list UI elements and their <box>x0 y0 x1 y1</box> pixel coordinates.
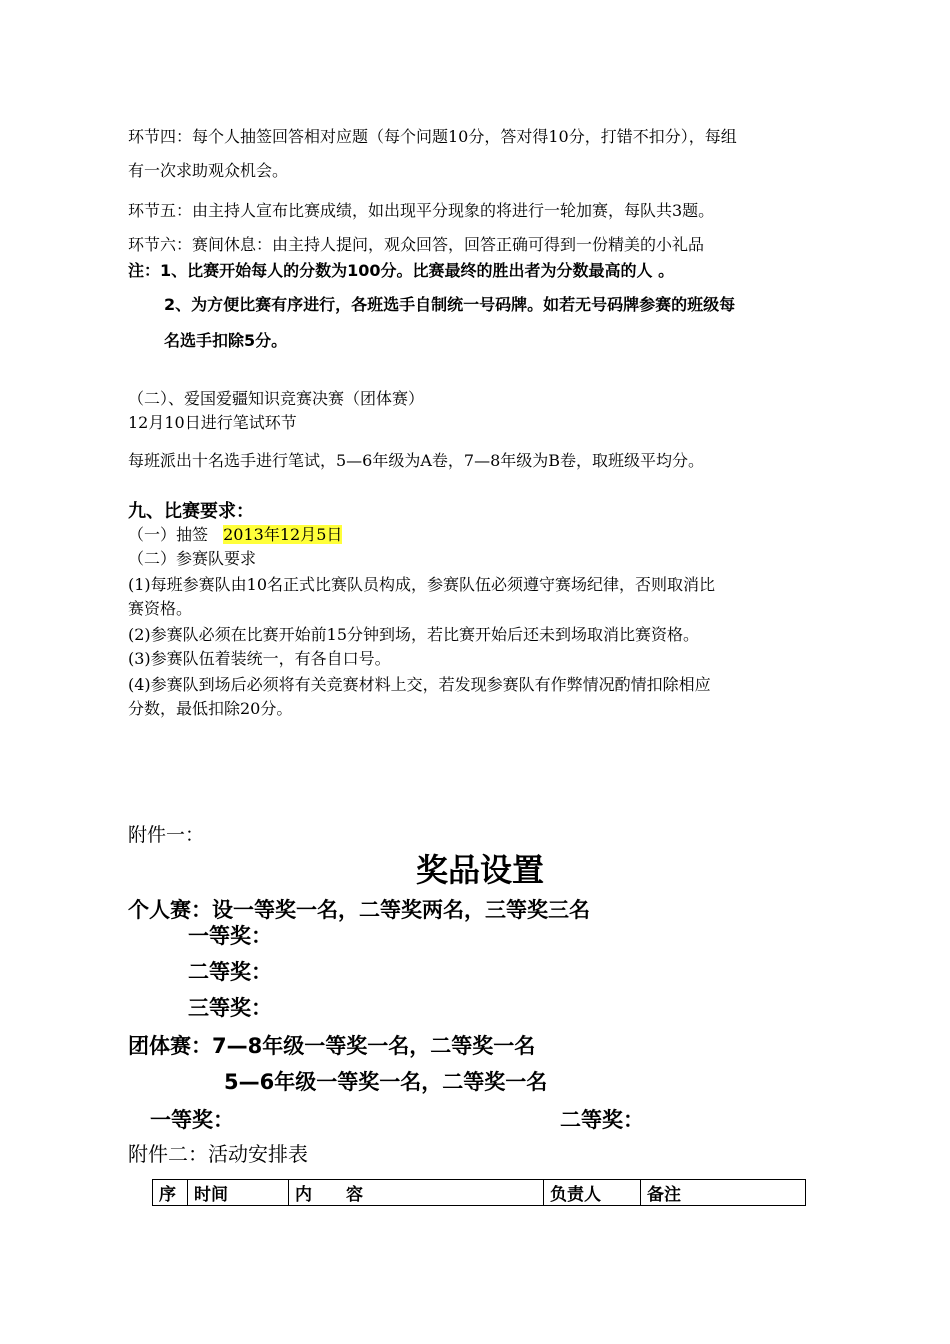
draw-label: （一）抽签 <box>128 525 209 544</box>
attachment-label: 附件二：活动安排表 <box>128 1142 308 1166</box>
text-line: (1)每班参赛队由10名正式比赛队员构成，参赛队伍必须遵守赛场纪律，否则取消比 <box>128 575 716 594</box>
text-line: 环节六：赛间休息：由主持人提问，观众回答，回答正确可得到一份精美的小礼品 <box>128 235 705 254</box>
note-line: 名选手扣除5分。 <box>164 331 288 350</box>
prize-second: 二等奖： <box>188 960 272 984</box>
team-prize-line-2: 5—6年级一等奖一名，二等奖一名 <box>224 1070 548 1094</box>
team-second: 二等奖： <box>560 1108 644 1132</box>
text-line: 12月10日进行笔试环节 <box>128 413 297 432</box>
header-cell-time: 时间 <box>188 1180 289 1206</box>
text-line: 每班派出十名选手进行笔试，5—6年级为A卷，7—8年级为B卷，取班级平均分。 <box>128 451 705 470</box>
prize-first: 一等奖： <box>188 924 272 948</box>
table-header-row <box>153 1180 806 1206</box>
header-cell-owner: 负责人 <box>544 1180 641 1206</box>
schedule-table <box>152 1179 806 1206</box>
text-line: （二）参赛队要求 <box>128 549 257 568</box>
team-first: 一等奖： <box>150 1108 234 1132</box>
prize-third: 三等奖： <box>188 996 272 1020</box>
text-line: (3)参赛队伍着装统一，有各自口号。 <box>128 649 391 668</box>
text-line: 有一次求助观众机会。 <box>128 161 289 180</box>
note-line: 2、为方便比赛有序进行，各班选手自制统一号码牌。如若无号码牌参赛的班级每 <box>164 295 736 314</box>
note-line: 注：1、比赛开始每人的分数为100分。比赛最终的胜出者为分数最高的人 。 <box>128 261 675 280</box>
attachment-label: 附件一： <box>128 824 205 846</box>
text-line: (2)参赛队必须在比赛开始前15分钟到场，若比赛开始后还未到场取消比赛资格。 <box>128 625 700 644</box>
text-line: 环节四：每个人抽签回答相对应题（每个问题10分，答对得10分，打错不扣分），每组 <box>128 127 737 146</box>
page-title: 奖品设置 <box>415 851 544 889</box>
text-line: 环节五：由主持人宣布比赛成绩，如出现平分现象的将进行一轮加赛，每队共3题。 <box>128 201 715 220</box>
header-cell-notes: 备注 <box>641 1180 806 1206</box>
header-cell-content: 内 容 <box>289 1180 544 1206</box>
team-prize-line: 团体赛：7—8年级一等奖一名，二等奖一名 <box>128 1034 536 1058</box>
draw-date-highlight: 2013年12月5日 <box>223 525 343 544</box>
section-heading: （二）、爱国爱疆知识竞赛决赛（团体赛） <box>128 389 425 408</box>
individual-prize-line: 个人赛：设一等奖一名，二等奖两名，三等奖三名 <box>128 898 590 922</box>
text-line: (4)参赛队到场后必须将有关竞赛材料上交，若发现参赛队有作弊情况酌情扣除相应 <box>128 675 711 694</box>
header-cell-index: 序 <box>153 1180 188 1206</box>
text-line: 赛资格。 <box>128 599 193 618</box>
section-heading: 九、比赛要求： <box>128 501 254 522</box>
draw-line <box>128 524 342 546</box>
text-line: 分数，最低扣除20分。 <box>128 699 293 718</box>
